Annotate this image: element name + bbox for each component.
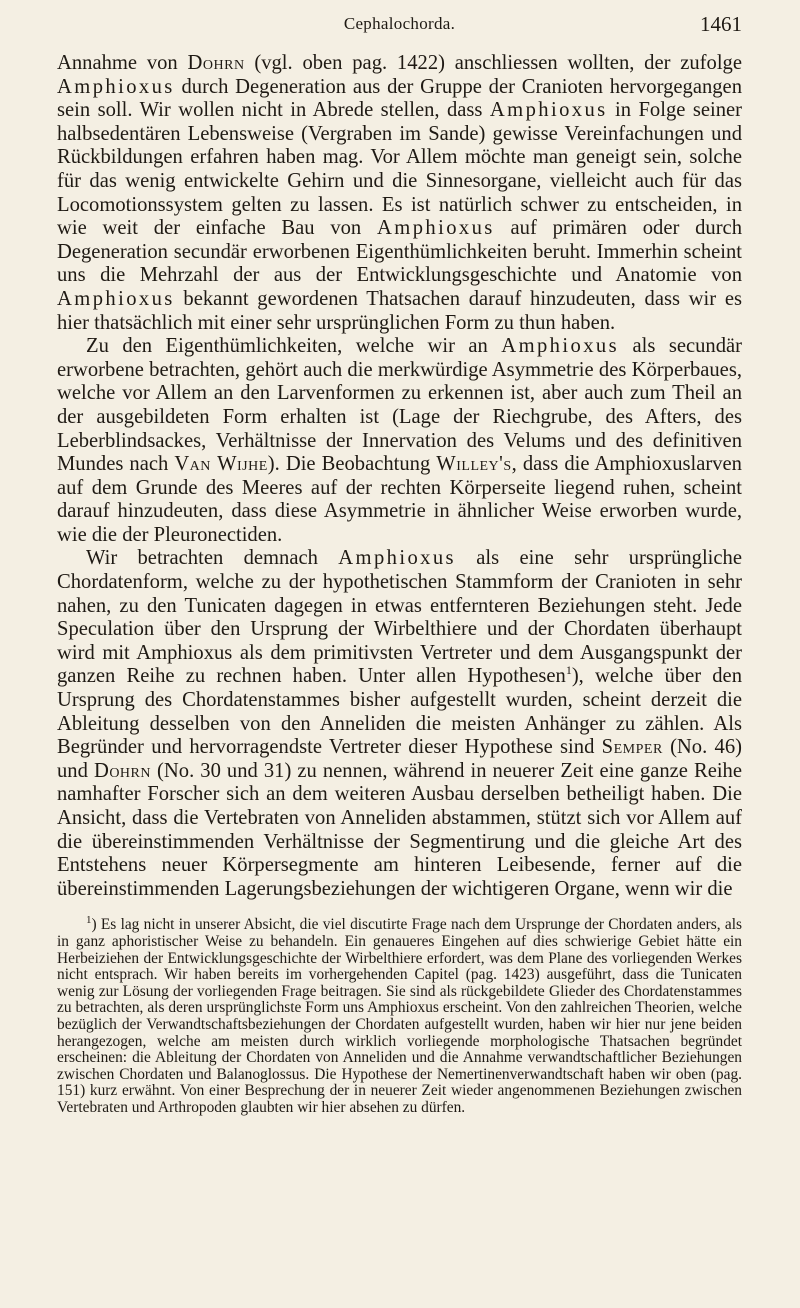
text-run: Annahme von: [57, 52, 188, 74]
text-run: als eine sehr ursprüngliche Chordatenform, welche zu der hypothetischen Stammform der Cranioten in sehr nahen, zu den Tunicaten dagegen in etwas entfernteren Beziehungen steht. Jede Speculation über den Ursprung der Wirbelthiere und der Chordaten überhaupt wird mit Amphioxus als dem primitivsten Vertreter und dem Ausgangspunkt der ganzen Reihe zu rechnen haben. Unter allen Hypothesen: [57, 547, 742, 688]
footnote-reference[interactable]: 1: [565, 663, 572, 678]
text-run: ). Die Beobachtung: [267, 453, 437, 476]
text-run: (No. 46) und: [57, 736, 742, 782]
running-header: [57, 12, 742, 52]
taxon-amphioxus: Amphioxus: [489, 99, 608, 122]
taxon-amphioxus: Amphioxus: [501, 335, 620, 358]
author-van-wijhe: Van Wijhe: [174, 453, 268, 476]
paragraph-1: [57, 52, 742, 335]
text-run: durch Degeneration aus der Gruppe der Cranioten hervorgegangen sein soll. Wir wollen nicht in Abrede stellen, dass: [57, 75, 742, 122]
main-text: [57, 52, 742, 901]
text-run: (vgl. oben pag. 1422) anschliessen wollten, der zufolge: [244, 52, 742, 74]
text-run: (No. 30 und 31) zu nennen, während in neuerer Zeit eine ganze Reihe namhafter Forscher sich an dem weiteren Ausbau derselben betheiligt haben. Die Ansicht, dass die Vertebraten von Anneliden abstammen, stützt sich vor Allem auf die übereinstimmenden Verhältnisse der Segmentirung und die gleiche Art des Entstehens neuer Körpersegmente am hinteren Leibesende, ferner auf die übereinstimmenden Lagerungsbeziehungen der wichtigeren Organe, wenn wir die: [57, 759, 742, 900]
taxon-amphioxus: Amphioxus: [377, 217, 495, 240]
author-semper: Semper: [601, 736, 663, 759]
footnote: [57, 914, 742, 1116]
taxon-amphioxus: Amphioxus: [57, 287, 175, 310]
text-run: in Folge seiner halbsedentären Lebensweise (Vergraben im Sande) gewisse Vereinfachungen und Rückbildungen erfahren haben mag. Vor Allem möchte man geneigt sein, solche für das wenig entwickelte Gehirn und die Sinnesorgane, vielleicht auch für das Locomotionssystem gelten zu lassen. Es ist natürlich schwer zu entscheiden, in wie weit der einfache Bau von: [57, 99, 742, 240]
text-run: bekannt gewordenen Thatsachen darauf hinzudeuten, dass wir es hier thatsächlich mit einer sehr ursprünglichen Form zu thun haben.: [57, 287, 742, 334]
text-run: , dass die Amphioxuslarven auf dem Grunde des Meeres auf der rechten Körperseite liegend ruhen, scheint darauf hinzudeuten, dass diese Asymmetrie in ähnlicher Weise erworben wurde, wie die der Pleuronectiden.: [57, 453, 742, 546]
taxon-amphioxus: Amphioxus: [57, 75, 175, 98]
text-run: auf primären oder durch Degeneration secundär erworbenen Eigenthümlichkeiten beruht. Immerhin scheint uns die Mehrzahl der aus der Entwicklungsgeschichte und Anatomie von: [57, 217, 742, 287]
footnote-text: ) Es lag nicht in unserer Absicht, die viel discutirte Frage nach dem Ursprunge der Chordaten anders, als in ganz aphoristischer Weise zu behandeln. Ein genaueres Eingehen auf dies schwierige Gebiet hätte ein Herbeiziehen der Entwicklungsgeschichte der Wirbelthiere erfordert, was dem Plane des vorliegenden Werkes nicht entsprach. Wir haben bereits im vorhergehenden Capitel (pag. 1423) ausgeführt, dass die Tunicaten wenig zur Lösung der vorliegenden Frage beitragen. Sie sind als rückgebildete Glieder des Chordatenstammes zu betrachten, als deren ursprünglichste Form uns Amphioxus erscheint. Von den zahlreichen Theorien, welche bezüglich der Verwandtschaftsbeziehungen der Chordaten aufgestellt wurden, haben wir hier nur jene beiden herangezogen, welche am meisten durch wirklich vorliegende morphologische Thatsachen begründet erscheinen: die Ableitung der Chordaten von Anneliden und die Annahme verwandtschaftlicher Beziehungen zwischen Chordaten und Balanoglossus. Die Hypothese der Nemertinenverwandtschaft haben wir oben (pag. 151) kurz erwähnt. Von einer Besprechung der in neuerer Zeit wieder angenommenen Beziehungen zwischen Vertebraten und Arthropoden glaubten wir hier absehen zu dürfen.: [57, 916, 742, 1116]
page-number: 1461: [700, 12, 742, 36]
text-run: Zu den Eigenthümlichkeiten, welche wir an: [86, 335, 502, 358]
author-dohrn: Dohrn: [93, 759, 151, 782]
text-run: Wir betrachten demnach: [86, 547, 339, 570]
text-run: ), welche über den Ursprung des Chordatenstammes bisher aufgestellt wurden, scheint derzeit die Ableitung desselben von den Anneliden die meisten Anhänger zu zählen. Als Begründer und hervorragendste Vertreter dieser Hypothese sind: [57, 665, 742, 759]
running-title: Cephalochorda.: [343, 14, 456, 33]
author-willey: Willey's: [436, 453, 512, 476]
taxon-amphioxus: Amphioxus: [338, 547, 456, 570]
footnote-mark: 1: [86, 914, 92, 927]
text-run: als secundär erworbene betrachten, gehört auch die merkwürdige Asymmetrie des Körperbaues, welche vor Allem an den Larvenformen zu erkennen ist, aber auch zum Theil an der ausgebildeten Form erhalten ist (Lage der Riechgrube, des Afters, des Leberblindsackes, Verhältnisse der Innervation des Velums und des definitiven Mundes nach: [57, 335, 742, 476]
paragraph-2: [57, 335, 742, 547]
paragraph-3: [57, 547, 742, 901]
author-dohrn: Dohrn: [187, 52, 245, 74]
